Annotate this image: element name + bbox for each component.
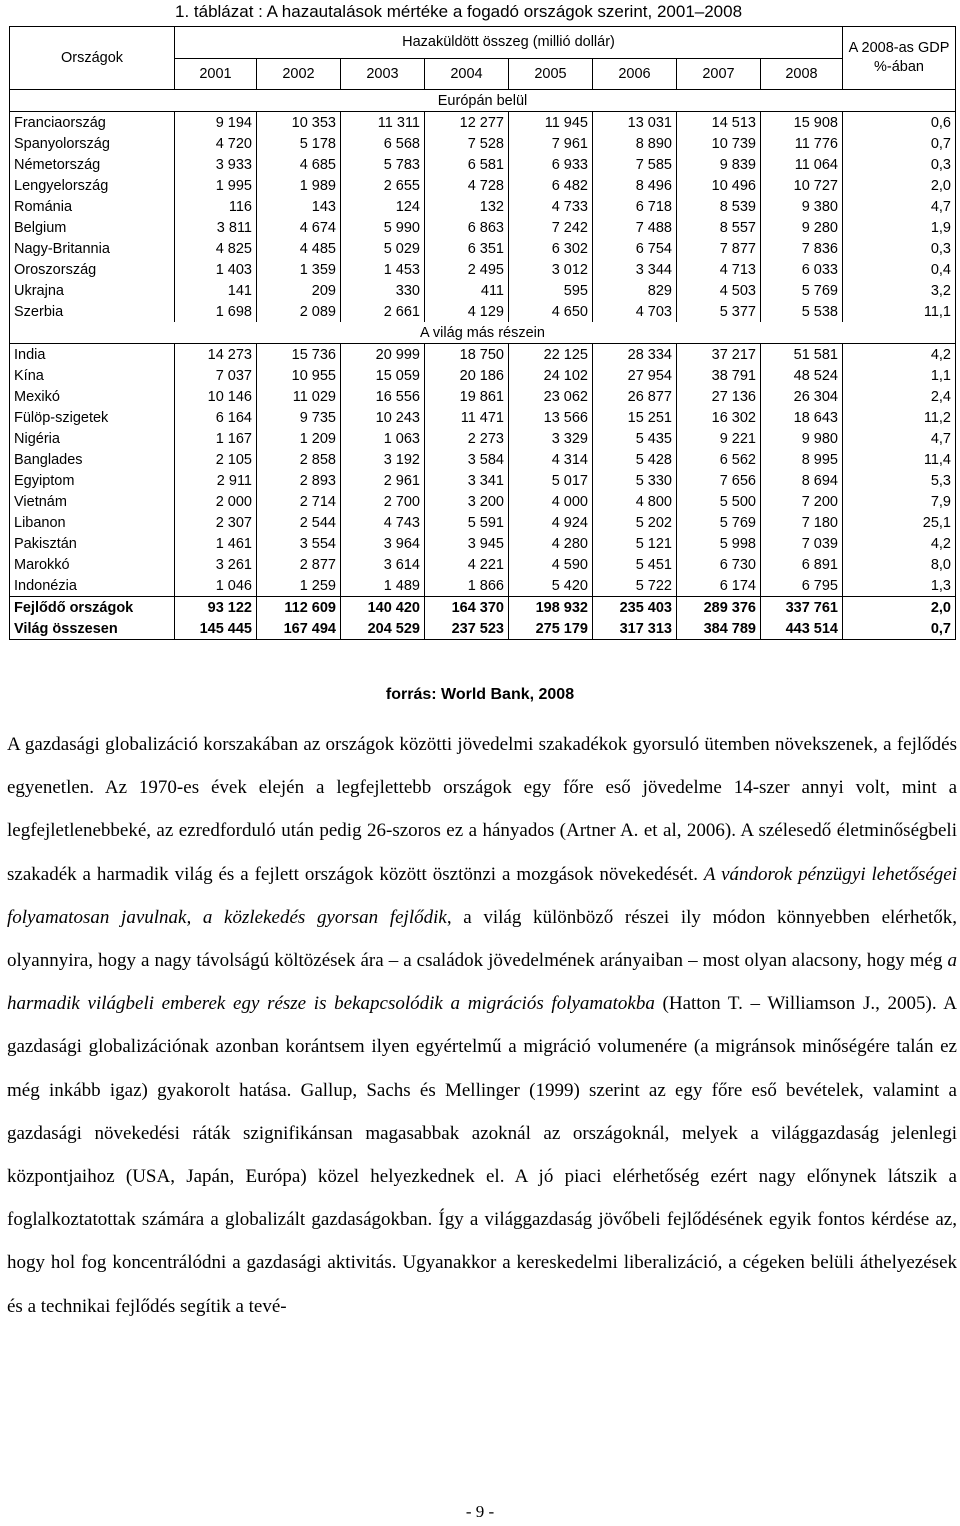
amount-cell: 4 280 xyxy=(509,533,593,554)
amount-cell: 38 791 xyxy=(677,365,761,386)
amount-cell: 3 200 xyxy=(425,491,509,512)
table-row xyxy=(10,470,956,491)
year-header: 2006 xyxy=(593,58,677,90)
amount-cell: 13 566 xyxy=(509,407,593,428)
amount-cell: 4 685 xyxy=(257,154,341,175)
country-name: Pakisztán xyxy=(10,533,175,554)
amount-cell: 7 961 xyxy=(509,133,593,154)
amount-cell: 275 179 xyxy=(509,618,593,640)
gdp-cell: 4,2 xyxy=(843,533,956,554)
amount-cell: 26 304 xyxy=(761,386,843,407)
country-name: Indonézia xyxy=(10,575,175,597)
amount-cell: 2 877 xyxy=(257,554,341,575)
table-row xyxy=(10,512,956,533)
gdp-cell: 0,6 xyxy=(843,112,956,134)
amount-cell: 4 743 xyxy=(341,512,425,533)
amount-cell: 5 017 xyxy=(509,470,593,491)
table-row xyxy=(10,597,956,619)
amount-cell: 3 554 xyxy=(257,533,341,554)
amount-cell: 1 489 xyxy=(341,575,425,597)
amount-cell: 5 591 xyxy=(425,512,509,533)
country-name: India xyxy=(10,344,175,366)
amount-cell: 1 698 xyxy=(175,301,257,322)
amount-cell: 18 750 xyxy=(425,344,509,366)
amount-cell: 9 194 xyxy=(175,112,257,134)
amount-cell: 93 122 xyxy=(175,597,257,619)
amount-cell: 3 344 xyxy=(593,259,677,280)
amount-cell: 28 334 xyxy=(593,344,677,366)
amount-cell: 3 341 xyxy=(425,470,509,491)
amount-cell: 5 377 xyxy=(677,301,761,322)
amount-cell: 4 713 xyxy=(677,259,761,280)
country-name: Románia xyxy=(10,196,175,217)
amount-cell: 10 243 xyxy=(341,407,425,428)
gdp-cell: 1,1 xyxy=(843,365,956,386)
amount-cell: 4 800 xyxy=(593,491,677,512)
amount-cell: 7 488 xyxy=(593,217,677,238)
amount-cell: 4 221 xyxy=(425,554,509,575)
amount-cell: 7 200 xyxy=(761,491,843,512)
gdp-cell: 4,7 xyxy=(843,428,956,449)
amount-cell: 6 581 xyxy=(425,154,509,175)
amount-cell: 1 209 xyxy=(257,428,341,449)
page-number: - 9 - xyxy=(465,1502,495,1521)
country-name: Banglades xyxy=(10,449,175,470)
amount-cell: 141 xyxy=(175,280,257,301)
amount-cell: 10 353 xyxy=(257,112,341,134)
country-name: Ukrajna xyxy=(10,280,175,301)
amount-cell: 3 261 xyxy=(175,554,257,575)
year-header: 2008 xyxy=(761,58,843,90)
year-header: 2005 xyxy=(509,58,593,90)
amount-cell: 2 307 xyxy=(175,512,257,533)
amount-cell: 5 769 xyxy=(761,280,843,301)
country-name: Fejlődő országok xyxy=(10,597,175,619)
section-row xyxy=(10,322,956,344)
amount-cell: 5 769 xyxy=(677,512,761,533)
gdp-header-text: A 2008-as GDP %-ában xyxy=(848,40,950,75)
amount-cell: 10 955 xyxy=(257,365,341,386)
table-title: 1. táblázat : A hazautalások mértéke a fogadó országok szerint, 2001–2008 xyxy=(175,2,743,21)
amount-cell: 6 718 xyxy=(593,196,677,217)
amount-cell: 5 783 xyxy=(341,154,425,175)
country-name: Marokkó xyxy=(10,554,175,575)
amount-cell: 2 858 xyxy=(257,449,341,470)
gdp-cell: 0,3 xyxy=(843,238,956,259)
amount-cell: 6 302 xyxy=(509,238,593,259)
year-header: 2004 xyxy=(425,58,509,90)
amount-cell: 2 714 xyxy=(257,491,341,512)
amount-cell: 27 954 xyxy=(593,365,677,386)
amount-header: Hazaküldött összeg (millió dollár) xyxy=(175,27,843,59)
amount-cell: 143 xyxy=(257,196,341,217)
gdp-cell: 11,4 xyxy=(843,449,956,470)
amount-cell: 5 202 xyxy=(593,512,677,533)
amount-cell: 7 037 xyxy=(175,365,257,386)
amount-cell: 2 089 xyxy=(257,301,341,322)
amount-cell: 1 167 xyxy=(175,428,257,449)
amount-cell: 4 485 xyxy=(257,238,341,259)
amount-cell: 6 482 xyxy=(509,175,593,196)
amount-cell: 7 039 xyxy=(761,533,843,554)
amount-cell: 9 280 xyxy=(761,217,843,238)
amount-cell: 6 351 xyxy=(425,238,509,259)
country-name: Kína xyxy=(10,365,175,386)
amount-cell: 3 964 xyxy=(341,533,425,554)
amount-cell: 11 945 xyxy=(509,112,593,134)
amount-cell: 3 614 xyxy=(341,554,425,575)
amount-cell: 4 733 xyxy=(509,196,593,217)
amount-cell: 1 063 xyxy=(341,428,425,449)
amount-cell: 18 643 xyxy=(761,407,843,428)
country-name: Spanyolország xyxy=(10,133,175,154)
amount-cell: 10 146 xyxy=(175,386,257,407)
amount-cell: 6 730 xyxy=(677,554,761,575)
amount-cell: 8 539 xyxy=(677,196,761,217)
amount-cell: 8 694 xyxy=(761,470,843,491)
amount-cell: 6 754 xyxy=(593,238,677,259)
table-row xyxy=(10,175,956,196)
country-name: Nagy-Britannia xyxy=(10,238,175,259)
amount-cell: 5 330 xyxy=(593,470,677,491)
amount-cell: 235 403 xyxy=(593,597,677,619)
amount-cell: 51 581 xyxy=(761,344,843,366)
table-row xyxy=(10,112,956,134)
country-name: Mexikó xyxy=(10,386,175,407)
table-row xyxy=(10,575,956,597)
amount-cell: 10 496 xyxy=(677,175,761,196)
amount-cell: 5 435 xyxy=(593,428,677,449)
amount-cell: 1 989 xyxy=(257,175,341,196)
year-header: 2002 xyxy=(257,58,341,90)
paragraph-italic-1: A vándorok pénzügyi lehetőségei folyamatosan javulnak, a közlekedés gyorsan fejlődik xyxy=(7,863,957,928)
amount-cell: 20 999 xyxy=(341,344,425,366)
paragraph-italic-2: a harmadik világbeli emberek egy része is bekapcsolódik a migrációs folyamatokba xyxy=(7,950,957,1015)
amount-cell: 5 722 xyxy=(593,575,677,597)
amount-cell: 10 727 xyxy=(761,175,843,196)
amount-cell: 2 911 xyxy=(175,470,257,491)
amount-cell: 1 259 xyxy=(257,575,341,597)
gdp-cell: 1,9 xyxy=(843,217,956,238)
amount-cell: 2 495 xyxy=(425,259,509,280)
countries-header: Országok xyxy=(10,27,175,90)
amount-cell: 7 585 xyxy=(593,154,677,175)
amount-cell: 11 064 xyxy=(761,154,843,175)
amount-cell: 27 136 xyxy=(677,386,761,407)
amount-cell: 48 524 xyxy=(761,365,843,386)
amount-cell: 11 471 xyxy=(425,407,509,428)
amount-cell: 4 503 xyxy=(677,280,761,301)
amount-cell: 8 890 xyxy=(593,133,677,154)
table-row xyxy=(10,344,956,366)
table-row xyxy=(10,428,956,449)
amount-cell: 5 178 xyxy=(257,133,341,154)
amount-cell: 15 736 xyxy=(257,344,341,366)
table-row xyxy=(10,280,956,301)
country-name: Vietnám xyxy=(10,491,175,512)
amount-cell: 5 121 xyxy=(593,533,677,554)
amount-cell: 384 789 xyxy=(677,618,761,640)
amount-cell: 24 102 xyxy=(509,365,593,386)
amount-cell: 7 836 xyxy=(761,238,843,259)
amount-cell: 289 376 xyxy=(677,597,761,619)
country-name: Libanon xyxy=(10,512,175,533)
amount-cell: 22 125 xyxy=(509,344,593,366)
amount-cell: 26 877 xyxy=(593,386,677,407)
amount-cell: 4 314 xyxy=(509,449,593,470)
amount-cell: 3 945 xyxy=(425,533,509,554)
amount-cell: 16 556 xyxy=(341,386,425,407)
source-note: forrás: World Bank, 2008 xyxy=(385,686,575,703)
gdp-cell: 2,0 xyxy=(843,597,956,619)
amount-cell: 9 380 xyxy=(761,196,843,217)
gdp-cell: 0,7 xyxy=(843,133,956,154)
amount-cell: 5 428 xyxy=(593,449,677,470)
amount-cell: 11 029 xyxy=(257,386,341,407)
amount-cell: 2 655 xyxy=(341,175,425,196)
amount-cell: 5 500 xyxy=(677,491,761,512)
amount-cell: 8 496 xyxy=(593,175,677,196)
amount-cell: 9 221 xyxy=(677,428,761,449)
amount-cell: 112 609 xyxy=(257,597,341,619)
amount-cell: 164 370 xyxy=(425,597,509,619)
gdp-cell: 2,0 xyxy=(843,175,956,196)
amount-cell: 6 174 xyxy=(677,575,761,597)
paragraph-part-3: , a világ különböző részei ily módon könnyebben elérhetők, olyannyira, hogy a nagy távolságú költözések ára – a családok jövedelmének arányaiban – most olyan alacsony, hogy még xyxy=(7,906,958,972)
remittance-table xyxy=(9,26,956,640)
table-row xyxy=(10,449,956,470)
body-paragraph xyxy=(7,723,957,1328)
amount-cell: 2 961 xyxy=(341,470,425,491)
country-name: Szerbia xyxy=(10,301,175,322)
table-row xyxy=(10,386,956,407)
amount-cell: 9 735 xyxy=(257,407,341,428)
amount-cell: 6 863 xyxy=(425,217,509,238)
amount-cell: 4 720 xyxy=(175,133,257,154)
amount-cell: 3 933 xyxy=(175,154,257,175)
table-row xyxy=(10,238,956,259)
amount-cell: 4 590 xyxy=(509,554,593,575)
table-row xyxy=(10,618,956,640)
paragraph-part-5: (Hatton T. – Williamson J., 2005). A gazdasági globalizációnak azonban korántsem ilyen egyértelmű a migráció volumenére (a migránsok minőségére talán ez még inkább igaz) gyakorolt hatása. Gallup, Sachs és Mellinger (1999) szerint az egy főre eső bevételek, valamint a gazdasági növekedési ráták szignifikánsan magasabbak azoknál az országoknál, melyek a világgazdaság jelenlegi központjaihoz (USA, Japán, Európa) közel helyezkednek el. A jó piaci elérhetőség ezért nagy előnynek látszik a foglalkoztatottak számára a globalizált gazdaságokban. Így a világgazdaság jövőbeli fejlődésének egyik fontos kérdése az, hogy hol fog koncentrálódni a gazdasági aktivitás. Ugyanakkor a kereskedelmi liberalizáció, a cégeken belüli áthelyezések és a technikai fejlődés segítik a tevé- xyxy=(7,993,957,1317)
amount-cell: 132 xyxy=(425,196,509,217)
amount-cell: 209 xyxy=(257,280,341,301)
amount-cell: 11 311 xyxy=(341,112,425,134)
amount-cell: 11 776 xyxy=(761,133,843,154)
amount-cell: 2 661 xyxy=(341,301,425,322)
amount-cell: 7 242 xyxy=(509,217,593,238)
gdp-cell: 5,3 xyxy=(843,470,956,491)
country-name: Világ összesen xyxy=(10,618,175,640)
amount-cell: 2 105 xyxy=(175,449,257,470)
country-name: Nigéria xyxy=(10,428,175,449)
country-name: Lengyelország xyxy=(10,175,175,196)
table-row xyxy=(10,533,956,554)
amount-cell: 7 656 xyxy=(677,470,761,491)
table-row xyxy=(10,491,956,512)
amount-cell: 237 523 xyxy=(425,618,509,640)
amount-cell: 5 990 xyxy=(341,217,425,238)
amount-cell: 7 180 xyxy=(761,512,843,533)
amount-cell: 7 528 xyxy=(425,133,509,154)
amount-cell: 443 514 xyxy=(761,618,843,640)
gdp-cell: 1,3 xyxy=(843,575,956,597)
gdp-cell: 0,7 xyxy=(843,618,956,640)
amount-cell: 3 329 xyxy=(509,428,593,449)
amount-cell: 337 761 xyxy=(761,597,843,619)
amount-cell: 204 529 xyxy=(341,618,425,640)
amount-cell: 2 700 xyxy=(341,491,425,512)
amount-cell: 116 xyxy=(175,196,257,217)
year-header: 2007 xyxy=(677,58,761,90)
gdp-cell: 4,7 xyxy=(843,196,956,217)
amount-cell: 16 302 xyxy=(677,407,761,428)
amount-cell: 4 650 xyxy=(509,301,593,322)
amount-cell: 2 000 xyxy=(175,491,257,512)
country-name: Franciaország xyxy=(10,112,175,134)
gdp-cell: 25,1 xyxy=(843,512,956,533)
section-row xyxy=(10,90,956,112)
gdp-cell: 0,4 xyxy=(843,259,956,280)
amount-cell: 5 998 xyxy=(677,533,761,554)
table-row xyxy=(10,365,956,386)
amount-cell: 145 445 xyxy=(175,618,257,640)
amount-cell: 8 557 xyxy=(677,217,761,238)
table-row xyxy=(10,133,956,154)
table-row xyxy=(10,196,956,217)
country-name: Belgium xyxy=(10,217,175,238)
year-header: 2001 xyxy=(175,58,257,90)
amount-cell: 4 924 xyxy=(509,512,593,533)
gdp-cell: 11,1 xyxy=(843,301,956,322)
amount-cell: 14 273 xyxy=(175,344,257,366)
paragraph-part-1: A gazdasági globalizáció korszakában az országok közötti jövedelmi szakadékok gyorsuló ütemben növekszenek, a fejlődés egyenetlen. Az 1970-es évek elején a legfejlettebb országok egy főre eső jövedelme 14-szer annyi volt, mint a legfejletlenebbeké, az ezredforduló után pedig 26-szoros ez a hányados (Artner A. et al, 2006). A szélesedő életminőségbeli szakadék a harmadik világ és a fejlett országok között ösztönzi a mozgások növekedését. xyxy=(7,734,957,885)
amount-cell: 4 728 xyxy=(425,175,509,196)
country-name: Németország xyxy=(10,154,175,175)
amount-cell: 1 995 xyxy=(175,175,257,196)
section-label: Európán belül xyxy=(10,90,956,112)
amount-cell: 6 033 xyxy=(761,259,843,280)
amount-cell: 317 313 xyxy=(593,618,677,640)
amount-cell: 3 192 xyxy=(341,449,425,470)
table-row xyxy=(10,259,956,280)
amount-cell: 5 029 xyxy=(341,238,425,259)
country-name: Oroszország xyxy=(10,259,175,280)
country-name: Egyiptom xyxy=(10,470,175,491)
amount-cell: 20 186 xyxy=(425,365,509,386)
amount-cell: 15 908 xyxy=(761,112,843,134)
amount-cell: 330 xyxy=(341,280,425,301)
gdp-cell: 11,2 xyxy=(843,407,956,428)
amount-cell: 2 893 xyxy=(257,470,341,491)
amount-cell: 3 811 xyxy=(175,217,257,238)
amount-cell: 1 359 xyxy=(257,259,341,280)
amount-cell: 6 568 xyxy=(341,133,425,154)
amount-cell: 4 703 xyxy=(593,301,677,322)
amount-cell: 4 129 xyxy=(425,301,509,322)
amount-cell: 1 453 xyxy=(341,259,425,280)
table-row xyxy=(10,154,956,175)
gdp-cell: 8,0 xyxy=(843,554,956,575)
gdp-cell: 7,9 xyxy=(843,491,956,512)
amount-cell: 15 059 xyxy=(341,365,425,386)
amount-cell: 829 xyxy=(593,280,677,301)
gdp-cell: 4,2 xyxy=(843,344,956,366)
amount-cell: 198 932 xyxy=(509,597,593,619)
body-text xyxy=(7,723,957,1328)
amount-cell: 9 980 xyxy=(761,428,843,449)
amount-cell: 2 544 xyxy=(257,512,341,533)
amount-cell: 595 xyxy=(509,280,593,301)
amount-cell: 167 494 xyxy=(257,618,341,640)
amount-cell: 6 795 xyxy=(761,575,843,597)
amount-cell: 1 403 xyxy=(175,259,257,280)
amount-cell: 3 012 xyxy=(509,259,593,280)
amount-cell: 5 420 xyxy=(509,575,593,597)
gdp-cell: 2,4 xyxy=(843,386,956,407)
amount-cell: 19 861 xyxy=(425,386,509,407)
amount-cell: 140 420 xyxy=(341,597,425,619)
amount-cell: 6 164 xyxy=(175,407,257,428)
amount-cell: 6 933 xyxy=(509,154,593,175)
amount-cell: 3 584 xyxy=(425,449,509,470)
amount-cell: 13 031 xyxy=(593,112,677,134)
gdp-header xyxy=(843,27,956,90)
gdp-cell: 3,2 xyxy=(843,280,956,301)
amount-cell: 15 251 xyxy=(593,407,677,428)
amount-cell: 1 046 xyxy=(175,575,257,597)
section-label: A világ más részein xyxy=(10,322,956,344)
table-row xyxy=(10,217,956,238)
year-header: 2003 xyxy=(341,58,425,90)
amount-cell: 7 877 xyxy=(677,238,761,259)
amount-cell: 9 839 xyxy=(677,154,761,175)
amount-cell: 23 062 xyxy=(509,386,593,407)
amount-cell: 4 674 xyxy=(257,217,341,238)
amount-cell: 4 000 xyxy=(509,491,593,512)
country-name: Fülöp-szigetek xyxy=(10,407,175,428)
amount-cell: 10 739 xyxy=(677,133,761,154)
amount-cell: 6 891 xyxy=(761,554,843,575)
amount-cell: 6 562 xyxy=(677,449,761,470)
amount-cell: 8 995 xyxy=(761,449,843,470)
amount-cell: 411 xyxy=(425,280,509,301)
gdp-cell: 0,3 xyxy=(843,154,956,175)
table-row xyxy=(10,301,956,322)
amount-cell: 14 513 xyxy=(677,112,761,134)
amount-cell: 1 866 xyxy=(425,575,509,597)
amount-cell: 2 273 xyxy=(425,428,509,449)
amount-cell: 4 825 xyxy=(175,238,257,259)
amount-cell: 1 461 xyxy=(175,533,257,554)
table-row xyxy=(10,554,956,575)
amount-cell: 124 xyxy=(341,196,425,217)
amount-cell: 12 277 xyxy=(425,112,509,134)
amount-cell: 5 451 xyxy=(593,554,677,575)
table-row xyxy=(10,407,956,428)
amount-cell: 37 217 xyxy=(677,344,761,366)
amount-cell: 5 538 xyxy=(761,301,843,322)
